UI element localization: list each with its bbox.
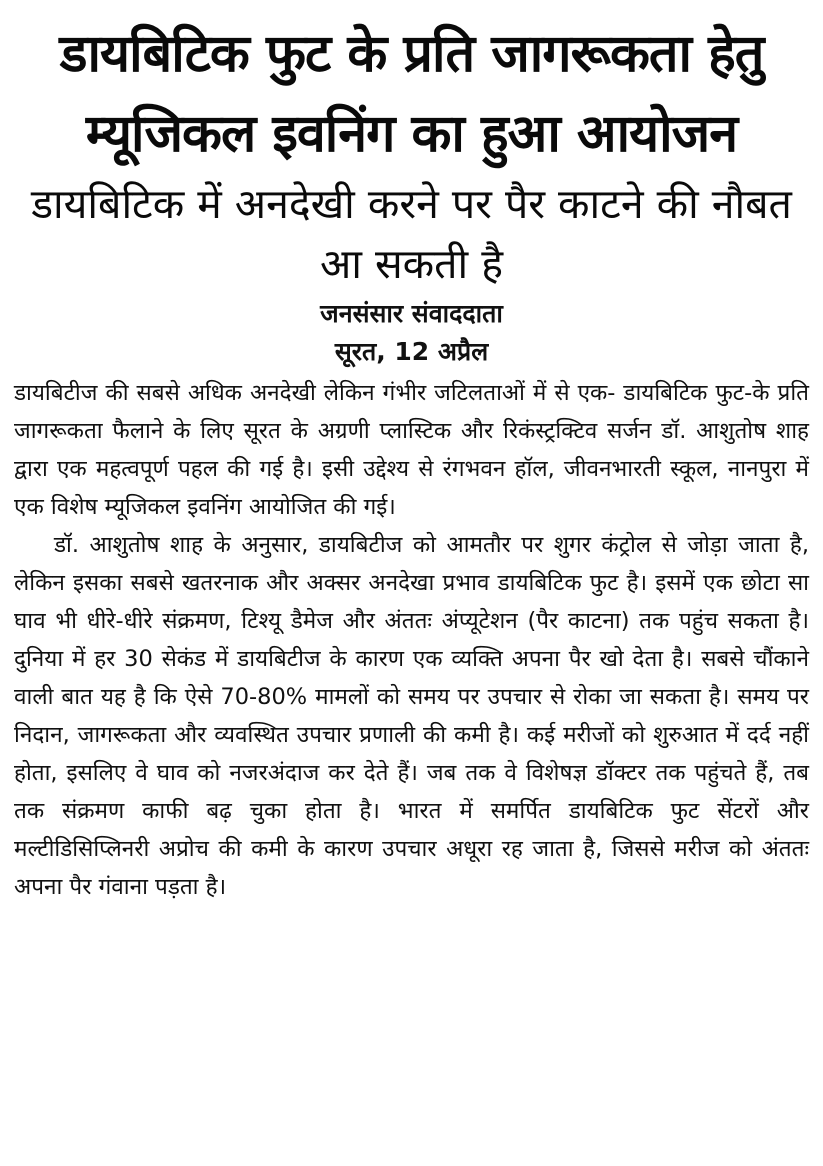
article-subheadline: डायबिटिक में अनदेखी करने पर पैर काटने की नौबत आ सकती है <box>31 180 792 288</box>
article-body <box>14 374 809 906</box>
article-paragraph-2: डॉ. आशुतोष शाह के अनुसार, डायबिटीज को आमतौर पर शुगर कंट्रोल से जोड़ा जाता है, लेकिन इसका सबसे खतरनाक और अक्सर अनदेखा प्रभाव डायबिटिक फुट है। इसमें एक छोटा सा घाव भी धीरे-धीरे संक्रमण, टिश्यू डैमेज और अंततः अंप्यूटेशन (पैर काटना) तक पहुंच सकता है। दुनिया में हर 30 सेकंड में डायबिटीज के कारण एक व्यक्ति अपना पैर खो देता है। सबसे चौंकाने वाली बात यह है कि ऐसे 70-80% मामलों को समय पर उपचार से रोका जा सकता है। समय पर निदान, जागरूकता और व्यवस्थित उपचार प्रणाली की कमी है। कई मरीजों को शुरुआत में दर्द नहीं होता, इसलिए वे घाव को नजरअंदाज कर देते हैं। जब तक वे विशेषज्ञ डॉक्टर तक पहुंचते हैं, तब तक संक्रमण काफी बढ़ चुका होता है। भारत में समर्पित डायबिटिक फुट सेंटरों और मल्टीडिसिप्लिनरी अप्रोच की कमी के कारण उपचार अधूरा रह जाता है, जिससे मरीज को अंततः अपना पैर गंवाना पड़ता है। <box>14 532 809 900</box>
article-byline: जनसंसार संवाददाता <box>320 299 503 328</box>
article-paragraph-1: डायबिटीज की सबसे अधिक अनदेखी लेकिन गंभीर जटिलताओं में से एक- डायबिटिक फुट-के प्रति जागरूकता फैलाने के लिए सूरत के अग्रणी प्लास्टिक और रिकंस्ट्रक्टिव सर्जन डॉ. आशुतोष शाह द्वारा एक महत्वपूर्ण पहल की गई है। इसी उद्देश्य से रंगभवन हॉल, जीवनभारती स्कूल, नानपुरा में एक विशेष म्यूजिकल इवनिंग आयोजित की गई। <box>14 380 809 520</box>
article-dateline: सूरत, 12 अप्रैल <box>334 337 489 366</box>
article-headline: डायबिटिक फुट के प्रति जागरूकता हेतु म्यूजिकल इवनिंग का हुआ आयोजन <box>59 24 764 164</box>
